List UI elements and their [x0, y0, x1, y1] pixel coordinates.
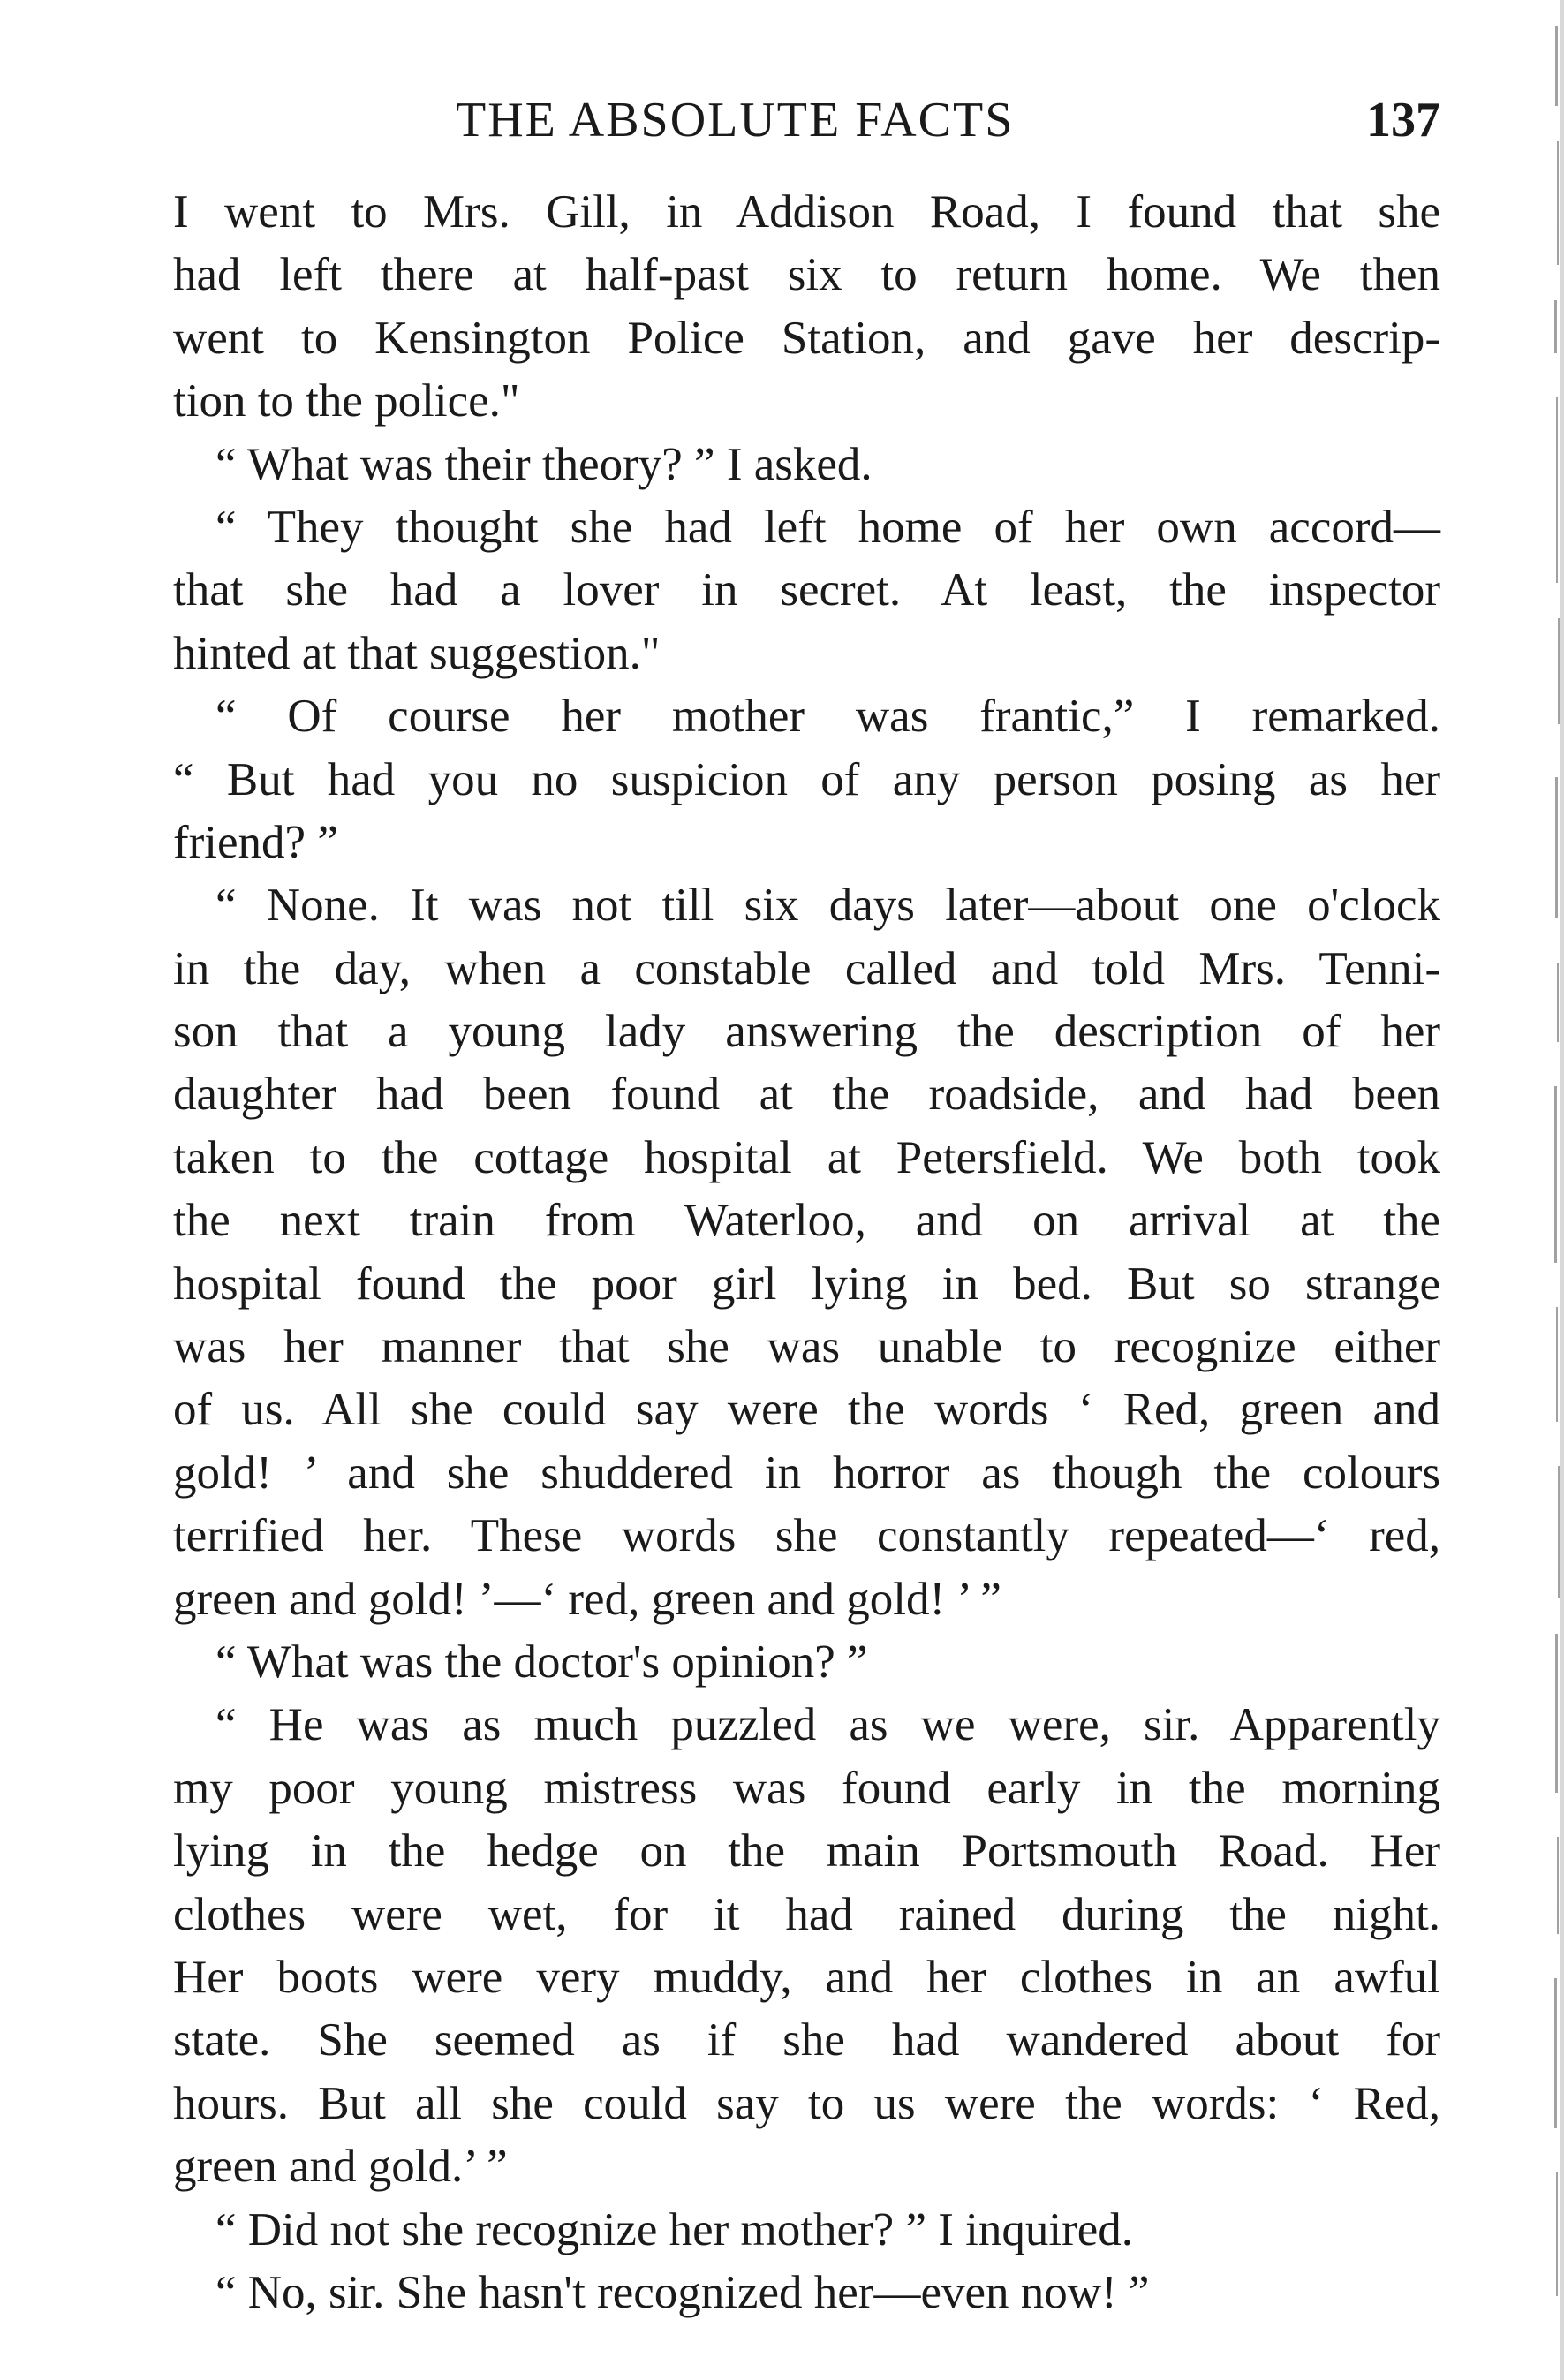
text-line: Her boots were very muddy, and her clothes in an awful — [173, 1951, 1440, 2003]
text-line: had left there at half-past six to return home. We then — [173, 249, 1440, 301]
text-line: went to Kensington Police Station, and gave her descrip- — [173, 312, 1440, 364]
text-line: green and gold.’ ” — [173, 2141, 508, 2193]
text-line: that she had a lover in secret. At least, the inspector — [173, 564, 1440, 616]
text-line: “ None. It was not till six days later—about one o'clock — [215, 880, 1440, 932]
text-line: “ He was as much puzzled as we were, sir. Apparently — [215, 1699, 1440, 1751]
text-line: daughter had been found at the roadside, and had been — [173, 1069, 1440, 1121]
text-line: the next train from Waterloo, and on arrival at the — [173, 1195, 1440, 1247]
page-number: 137 — [1366, 93, 1440, 147]
text-line: “ They thought she had left home of her own accord— — [215, 501, 1440, 553]
text-line: clothes were wet, for it had rained during the night. — [173, 1888, 1440, 1940]
text-line: state. She seemed as if she had wandered about for — [173, 2014, 1440, 2066]
text-line: “ But had you no suspicion of any person posing as her — [173, 753, 1440, 805]
text-line: “ Did not she recognize her mother? ” I inquired. — [215, 2203, 1133, 2255]
text-line: tion to the police." — [173, 375, 520, 427]
text-line: “ Of course her mother was frantic,” I remarked. — [215, 691, 1440, 743]
text-line: hospital found the poor girl lying in bed. But so strange — [173, 1258, 1440, 1310]
text-line: my poor young mistress was found early in the morning — [173, 1762, 1440, 1814]
text-line: hinted at that suggestion." — [173, 627, 661, 679]
text-line: friend? ” — [173, 816, 338, 868]
text-line: gold! ’ and she shuddered in horror as though the colours — [173, 1447, 1440, 1499]
running-head — [173, 85, 1440, 155]
text-line: green and gold! ’—‘ red, green and gold! ’ ” — [173, 1573, 1001, 1625]
text-line: “ What was the doctor's opinion? ” — [215, 1636, 868, 1688]
text-line: of us. All she could say were the words ‘ Red, green and — [173, 1384, 1440, 1436]
text-line: “ What was their theory? ” I asked. — [215, 438, 873, 490]
text-line: lying in the hedge on the main Portsmouth Road. Her — [173, 1825, 1440, 1878]
running-title: THE ABSOLUTE FACTS — [456, 93, 1015, 147]
text-line: hours. But all she could say to us were the words: ‘ Red, — [173, 2077, 1440, 2129]
text-line: was her manner that she was unable to recognize either — [173, 1321, 1440, 1373]
text-line: taken to the cottage hospital at Petersfield. We both took — [173, 1131, 1440, 1183]
text-line: “ No, sir. She hasn't recognized her—even now! ” — [215, 2266, 1150, 2318]
text-line: son that a young lady answering the description of her — [173, 1006, 1440, 1058]
text-line: terrified her. These words she constantly repeated—‘ red, — [173, 1510, 1440, 1562]
body-text — [173, 181, 1440, 2324]
scan-edge-shadow — [1547, 0, 1564, 2380]
text-line: in the day, when a constable called and told Mrs. Tenni- — [173, 942, 1440, 994]
text-line: I went to Mrs. Gill, in Addison Road, I found that she — [173, 186, 1440, 238]
